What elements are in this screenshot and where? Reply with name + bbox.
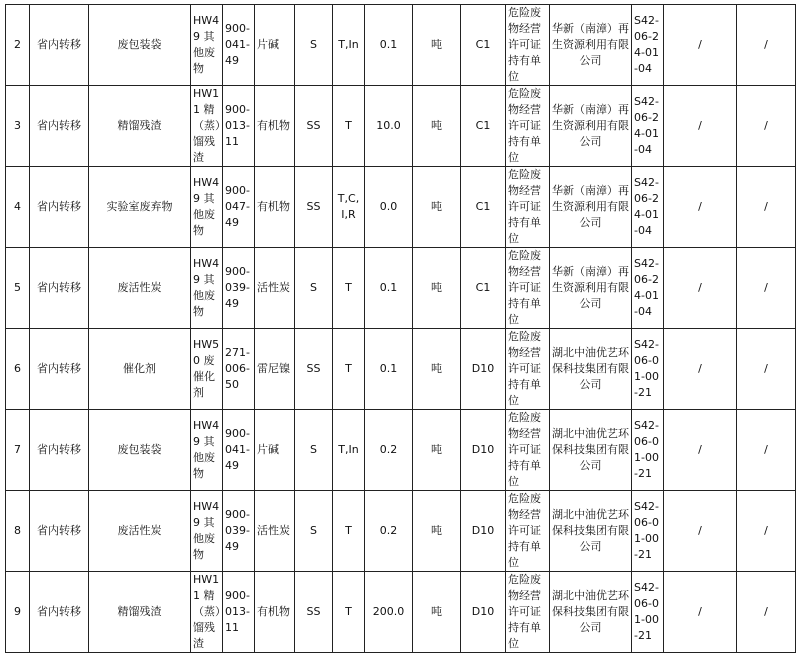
receiver-type-cell: 危险废物经营许可证持有单位 (506, 572, 550, 653)
hazard-property-cell: T,In (333, 5, 365, 86)
row-number-cell: 9 (6, 572, 30, 653)
receiver-name-cell: 湖北中油优艺环保科技集团有限公司 (550, 491, 632, 572)
waste-category-cell: HW50 废催化剂 (191, 329, 223, 410)
receiver-name-cell: 湖北中油优艺环保科技集团有限公司 (550, 410, 632, 491)
waste-category-cell: HW11 精（蒸）馏残渣 (191, 86, 223, 167)
waste-name-cell: 废活性炭 (89, 248, 191, 329)
transfer-mode-cell: 省内转移 (30, 572, 89, 653)
note-cell-1: / (664, 572, 737, 653)
note-cell-2: / (737, 248, 796, 329)
waste-form-cell: 片碱 (255, 5, 295, 86)
waste-form-cell: 有机物 (255, 86, 295, 167)
note-cell-1: / (664, 410, 737, 491)
waste-category-cell: HW49 其他废物 (191, 491, 223, 572)
receiver-type-cell: 危险废物经营许可证持有单位 (506, 167, 550, 248)
waste-category-cell: HW11 精（蒸）馏残渣 (191, 572, 223, 653)
receiver-type-cell: 危险废物经营许可证持有单位 (506, 329, 550, 410)
note-cell-2: / (737, 410, 796, 491)
table-row (6, 86, 796, 167)
receiver-name-cell: 华新（南漳）再生资源利用有限公司 (550, 5, 632, 86)
waste-name-cell: 废包装袋 (89, 5, 191, 86)
waste-category-cell: HW49 其他废物 (191, 248, 223, 329)
table-body (6, 5, 796, 653)
unit-cell: 吨 (413, 167, 461, 248)
hazard-property-cell: T,C,I,R (333, 167, 365, 248)
row-number-cell: 6 (6, 329, 30, 410)
waste-name-cell: 催化剂 (89, 329, 191, 410)
waste-form-cell: 有机物 (255, 572, 295, 653)
amount-cell: 200.0 (365, 572, 413, 653)
permit-number-cell: S42-06-01-00-21 (632, 572, 664, 653)
permit-number-cell: S42-06-01-00-21 (632, 491, 664, 572)
row-number-cell: 7 (6, 410, 30, 491)
unit-cell: 吨 (413, 86, 461, 167)
transfer-mode-cell: 省内转移 (30, 410, 89, 491)
note-cell-1: / (664, 86, 737, 167)
unit-cell: 吨 (413, 329, 461, 410)
receiver-name-cell: 湖北中油优艺环保科技集团有限公司 (550, 572, 632, 653)
row-number-cell: 8 (6, 491, 30, 572)
disposal-method-cell: D10 (461, 410, 506, 491)
table-row (6, 248, 796, 329)
unit-cell: 吨 (413, 5, 461, 86)
waste-code-cell: 900-039-49 (223, 248, 255, 329)
physical-state-cell: S (295, 410, 333, 491)
transfer-mode-cell: 省内转移 (30, 491, 89, 572)
waste-category-cell: HW49 其他废物 (191, 167, 223, 248)
hazard-property-cell: T (333, 329, 365, 410)
unit-cell: 吨 (413, 248, 461, 329)
disposal-method-cell: C1 (461, 248, 506, 329)
receiver-name-cell: 华新（南漳）再生资源利用有限公司 (550, 167, 632, 248)
amount-cell: 0.1 (365, 5, 413, 86)
amount-cell: 10.0 (365, 86, 413, 167)
row-number-cell: 2 (6, 5, 30, 86)
amount-cell: 0.1 (365, 248, 413, 329)
waste-form-cell: 雷尼镍 (255, 329, 295, 410)
disposal-method-cell: D10 (461, 572, 506, 653)
waste-code-cell: 900-041-49 (223, 5, 255, 86)
disposal-method-cell: C1 (461, 167, 506, 248)
receiver-type-cell: 危险废物经营许可证持有单位 (506, 491, 550, 572)
hazard-property-cell: T (333, 491, 365, 572)
table-row (6, 5, 796, 86)
note-cell-2: / (737, 86, 796, 167)
note-cell-1: / (664, 248, 737, 329)
waste-name-cell: 废活性炭 (89, 491, 191, 572)
table-row (6, 491, 796, 572)
hazard-property-cell: T,In (333, 410, 365, 491)
waste-name-cell: 实验室废弃物 (89, 167, 191, 248)
note-cell-2: / (737, 572, 796, 653)
physical-state-cell: SS (295, 572, 333, 653)
amount-cell: 0.0 (365, 167, 413, 248)
transfer-mode-cell: 省内转移 (30, 167, 89, 248)
waste-form-cell: 活性炭 (255, 248, 295, 329)
permit-number-cell: S42-06-24-01-04 (632, 248, 664, 329)
transfer-mode-cell: 省内转移 (30, 248, 89, 329)
permit-number-cell: S42-06-24-01-04 (632, 86, 664, 167)
amount-cell: 0.2 (365, 491, 413, 572)
disposal-method-cell: C1 (461, 5, 506, 86)
physical-state-cell: S (295, 248, 333, 329)
receiver-name-cell: 湖北中油优艺环保科技集团有限公司 (550, 329, 632, 410)
waste-name-cell: 废包装袋 (89, 410, 191, 491)
amount-cell: 0.1 (365, 329, 413, 410)
waste-category-cell: HW49 其他废物 (191, 5, 223, 86)
disposal-method-cell: D10 (461, 491, 506, 572)
note-cell-2: / (737, 329, 796, 410)
waste-name-cell: 精馏残渣 (89, 86, 191, 167)
waste-form-cell: 活性炭 (255, 491, 295, 572)
table-row (6, 572, 796, 653)
note-cell-2: / (737, 167, 796, 248)
table-row (6, 329, 796, 410)
receiver-name-cell: 华新（南漳）再生资源利用有限公司 (550, 86, 632, 167)
table-row (6, 167, 796, 248)
permit-number-cell: S42-06-01-00-21 (632, 410, 664, 491)
permit-number-cell: S42-06-24-01-04 (632, 167, 664, 248)
amount-cell: 0.2 (365, 410, 413, 491)
physical-state-cell: SS (295, 329, 333, 410)
unit-cell: 吨 (413, 410, 461, 491)
waste-form-cell: 片碱 (255, 410, 295, 491)
receiver-type-cell: 危险废物经营许可证持有单位 (506, 5, 550, 86)
disposal-method-cell: D10 (461, 329, 506, 410)
note-cell-2: / (737, 5, 796, 86)
physical-state-cell: S (295, 491, 333, 572)
waste-form-cell: 有机物 (255, 167, 295, 248)
receiver-type-cell: 危险废物经营许可证持有单位 (506, 410, 550, 491)
waste-code-cell: 271-006-50 (223, 329, 255, 410)
disposal-method-cell: C1 (461, 86, 506, 167)
transfer-mode-cell: 省内转移 (30, 86, 89, 167)
physical-state-cell: S (295, 5, 333, 86)
note-cell-2: / (737, 491, 796, 572)
transfer-mode-cell: 省内转移 (30, 329, 89, 410)
receiver-name-cell: 华新（南漳）再生资源利用有限公司 (550, 248, 632, 329)
hazard-property-cell: T (333, 572, 365, 653)
receiver-type-cell: 危险废物经营许可证持有单位 (506, 86, 550, 167)
waste-name-cell: 精馏残渣 (89, 572, 191, 653)
hazard-property-cell: T (333, 248, 365, 329)
unit-cell: 吨 (413, 572, 461, 653)
row-number-cell: 4 (6, 167, 30, 248)
unit-cell: 吨 (413, 491, 461, 572)
waste-category-cell: HW49 其他废物 (191, 410, 223, 491)
waste-code-cell: 900-013-11 (223, 572, 255, 653)
hazardous-waste-transfer-table (5, 4, 796, 653)
note-cell-1: / (664, 167, 737, 248)
waste-code-cell: 900-041-49 (223, 410, 255, 491)
note-cell-1: / (664, 5, 737, 86)
transfer-mode-cell: 省内转移 (30, 5, 89, 86)
table-row (6, 410, 796, 491)
waste-code-cell: 900-013-11 (223, 86, 255, 167)
physical-state-cell: SS (295, 167, 333, 248)
hazardous-waste-transfer-table-page (5, 4, 795, 650)
waste-code-cell: 900-047-49 (223, 167, 255, 248)
row-number-cell: 3 (6, 86, 30, 167)
physical-state-cell: SS (295, 86, 333, 167)
permit-number-cell: S42-06-01-00-21 (632, 329, 664, 410)
waste-code-cell: 900-039-49 (223, 491, 255, 572)
note-cell-1: / (664, 329, 737, 410)
hazard-property-cell: T (333, 86, 365, 167)
note-cell-1: / (664, 491, 737, 572)
receiver-type-cell: 危险废物经营许可证持有单位 (506, 248, 550, 329)
row-number-cell: 5 (6, 248, 30, 329)
permit-number-cell: S42-06-24-01-04 (632, 5, 664, 86)
